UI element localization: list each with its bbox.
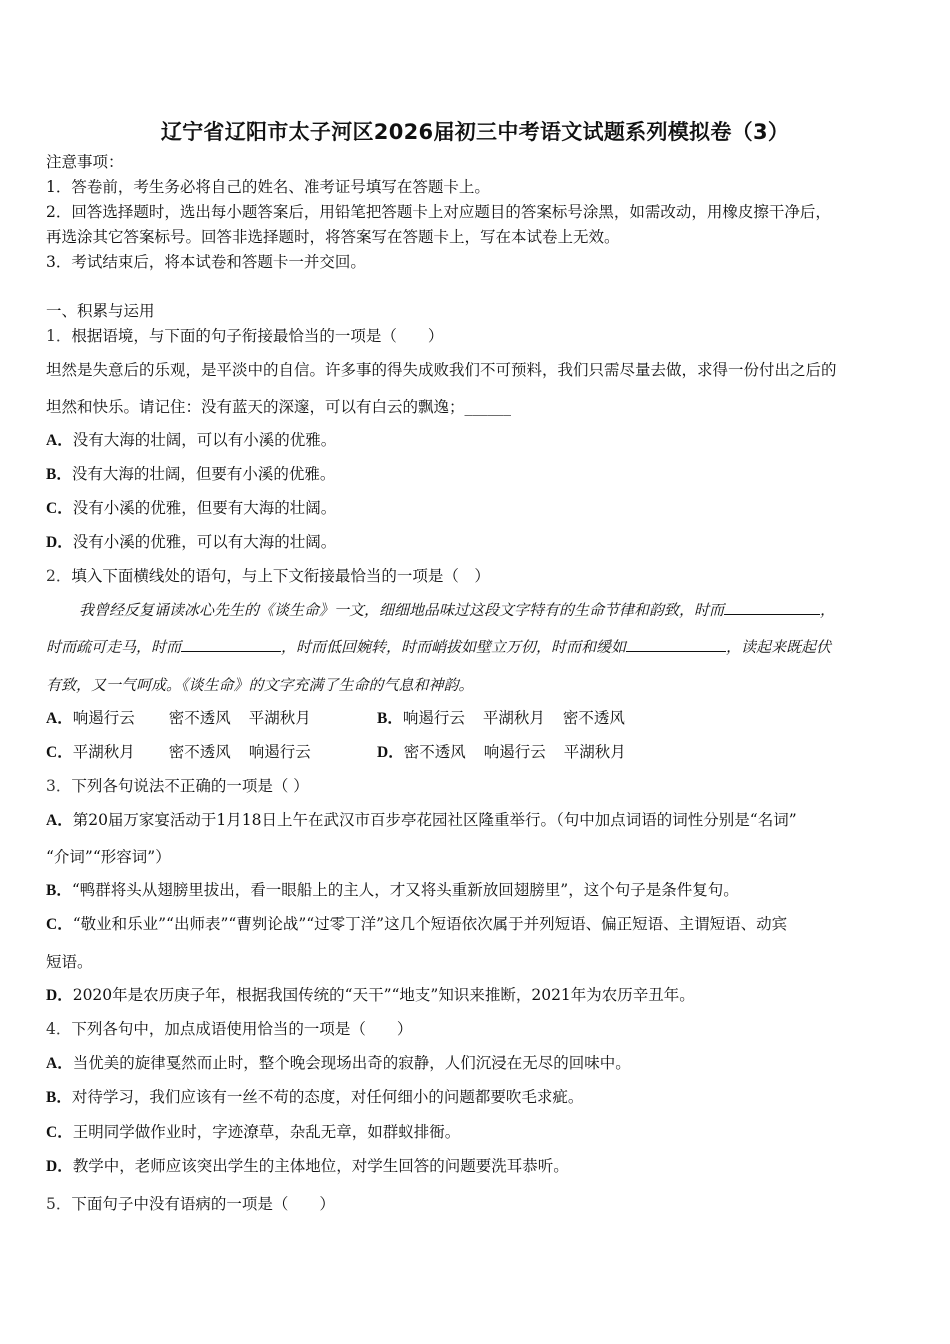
answer-blank	[724, 600, 820, 615]
option-letter: C．	[46, 916, 73, 933]
option-item: 平湖秋月	[482, 709, 545, 727]
answer-blank	[181, 637, 281, 652]
notice-item-2-cont: 再选涂其它答案标号。回答非选择题时，将答案写在答题卡上，写在本试卷上无效。	[46, 228, 620, 246]
question-stem: 根据语境，与下面的句子衔接最恰当的一项是（ ）	[71, 327, 444, 345]
q2-passage-line-2	[46, 637, 831, 657]
option-text: “敬业和乐业”“出师表”“曹刿论战”“过零丁洋”这几个短语依次属于并列短语、偏正短语、主谓短语、动宾	[72, 915, 788, 933]
option-text: 当优美的旋律戛然而止时，整个晚会现场出奇的寂静，人们沉浸在无尽的回味中。	[72, 1054, 631, 1072]
notice-item-3: 3．考试结束后，将本试卷和答题卡一并交回。	[46, 253, 366, 271]
q2-passage-text: ，时而低回婉转，时而峭拔如壁立万仞，时而和缓如	[281, 638, 627, 656]
question-4	[46, 1019, 412, 1039]
option-letter: A．	[46, 432, 73, 449]
q2-passage-line-3: 有致，又一气呵成。《谈生命》的文字充满了生命的气息和神韵。	[46, 676, 474, 694]
question-number: 5．	[46, 1195, 72, 1213]
option-text: 教学中，老师应该突出学生的主体地位，对学生回答的问题要洗耳恭听。	[72, 1157, 569, 1175]
option-letter: A．	[46, 710, 73, 727]
option-text: 没有小溪的优雅，但要有大海的壮阔。	[72, 499, 337, 517]
q1-option-a	[46, 430, 336, 451]
question-number: 4．	[46, 1020, 72, 1038]
option-letter: D．	[46, 534, 73, 551]
question-5	[46, 1194, 335, 1214]
q3-option-b	[46, 880, 739, 901]
option-item: 响遏行云	[248, 743, 311, 761]
option-letter: A．	[46, 812, 73, 829]
option-letter: D．	[46, 1158, 73, 1175]
q3-option-d	[46, 985, 695, 1006]
option-item: 密不透风	[168, 743, 231, 761]
q1-passage-line-2	[46, 397, 511, 417]
option-item: 平湖秋月	[248, 709, 311, 727]
option-text: “鸭群将头从翅膀里拔出，看一眼船上的主人，才又将头重新放回翅膀里”，这个句子是条件复句。	[71, 881, 739, 899]
question-number: 1．	[46, 327, 72, 345]
q3-option-a	[46, 810, 797, 831]
q4-option-b	[46, 1087, 583, 1108]
question-stem: 填入下面横线处的语句，与上下文衔接最恰当的一项是（ ）	[71, 567, 490, 585]
option-text: 没有大海的壮阔，可以有小溪的优雅。	[72, 431, 337, 449]
q4-option-d	[46, 1156, 569, 1177]
q1-option-b	[46, 464, 335, 485]
q1-passage-line-1: 坦然是失意后的乐观，是平淡中的自信。许多事的得失成败我们不可预料，我们只需尽量去做，求得一份付出之后的	[46, 361, 837, 379]
answer-blank: ______	[464, 398, 512, 416]
q1-option-d	[46, 532, 336, 553]
q4-option-a	[46, 1053, 631, 1074]
question-stem: 下列各句说法不正确的一项是（ ）	[71, 777, 309, 795]
exam-title: 辽宁省辽阳市太子河区2026届初三中考语文试题系列模拟卷（3）	[160, 120, 790, 144]
option-text: 没有小溪的优雅，可以有大海的壮阔。	[72, 533, 337, 551]
q2-option-b	[377, 708, 625, 729]
option-item: 密不透风	[168, 709, 231, 727]
q2-passage-text: 我曾经反复诵读冰心先生的《谈生命》一文，细细地品味过这段文字特有的生命节律和韵致，时而	[79, 601, 725, 619]
notice-heading: 注意事项：	[46, 153, 124, 171]
q2-passage-line-1	[79, 600, 835, 620]
option-item: 密不透风	[562, 709, 625, 727]
question-1	[46, 326, 443, 346]
question-3	[46, 776, 309, 796]
option-item: 密不透风	[403, 743, 466, 761]
question-stem: 下列各句中，加点成语使用恰当的一项是（ ）	[71, 1020, 413, 1038]
option-text: 2020年是农历庚子年，根据我国传统的“天干”“地支”知识来推断，2021年为农历辛丑年。	[72, 986, 695, 1004]
option-item: 响遏行云	[402, 709, 465, 727]
option-text: 对待学习，我们应该有一丝不苟的态度，对任何细小的问题都要吹毛求疵。	[71, 1088, 584, 1106]
notice-item-1: 1．答卷前，考生务必将自己的姓名、准考证号填写在答题卡上。	[46, 178, 490, 196]
q2-passage-text: ，读起来既起伏	[726, 638, 832, 656]
question-stem: 下面句子中没有语病的一项是（ ）	[71, 1195, 335, 1213]
q3-option-c	[46, 914, 787, 935]
option-letter: C．	[46, 744, 73, 761]
question-number: 3．	[46, 777, 72, 795]
option-text: 王明同学做作业时，字迹潦草，杂乱无章，如群蚁排衙。	[72, 1123, 461, 1141]
option-letter: D．	[46, 987, 73, 1004]
q2-passage-text: 时而疏可走马，时而	[46, 638, 182, 656]
option-item: 响遏行云	[483, 743, 546, 761]
option-letter: B．	[46, 882, 72, 899]
option-letter: C．	[46, 500, 73, 517]
q1-passage-text: 坦然和快乐。请记住：没有蓝天的深邃，可以有白云的飘逸；	[46, 398, 465, 416]
option-letter: B．	[46, 466, 72, 483]
notice-item-2: 2．回答选择题时，选出每小题答案后，用铅笔把答题卡上对应题目的答案标号涂黑，如需改动，用橡皮擦干净后，	[46, 203, 831, 221]
option-letter: A．	[46, 1055, 73, 1072]
q3-option-a-cont: “介词”“形容词”）	[46, 848, 171, 866]
q2-option-d	[377, 742, 626, 763]
q4-option-c	[46, 1122, 460, 1143]
question-number: 2．	[46, 567, 72, 585]
q3-option-c-cont: 短语。	[46, 953, 93, 971]
punctuation: ，	[820, 601, 836, 619]
option-text: 第20届万家宴活动于1月18日上午在武汉市百步亭花园社区隆重举行。（句中加点词语的词性分别是“名词”	[72, 811, 797, 829]
option-item: 响遏行云	[72, 709, 135, 727]
q2-option-a	[46, 708, 311, 729]
section-heading: 一、积累与运用	[46, 302, 155, 320]
question-2	[46, 566, 490, 586]
option-letter: D．	[377, 744, 404, 761]
option-letter: C．	[46, 1124, 73, 1141]
option-text: 没有大海的壮阔，但要有小溪的优雅。	[71, 465, 336, 483]
answer-blank	[626, 637, 726, 652]
option-item: 平湖秋月	[72, 743, 135, 761]
option-letter: B．	[46, 1089, 72, 1106]
q2-option-c	[46, 742, 311, 763]
option-item: 平湖秋月	[563, 743, 626, 761]
q1-option-c	[46, 498, 336, 519]
option-letter: B．	[377, 710, 403, 727]
